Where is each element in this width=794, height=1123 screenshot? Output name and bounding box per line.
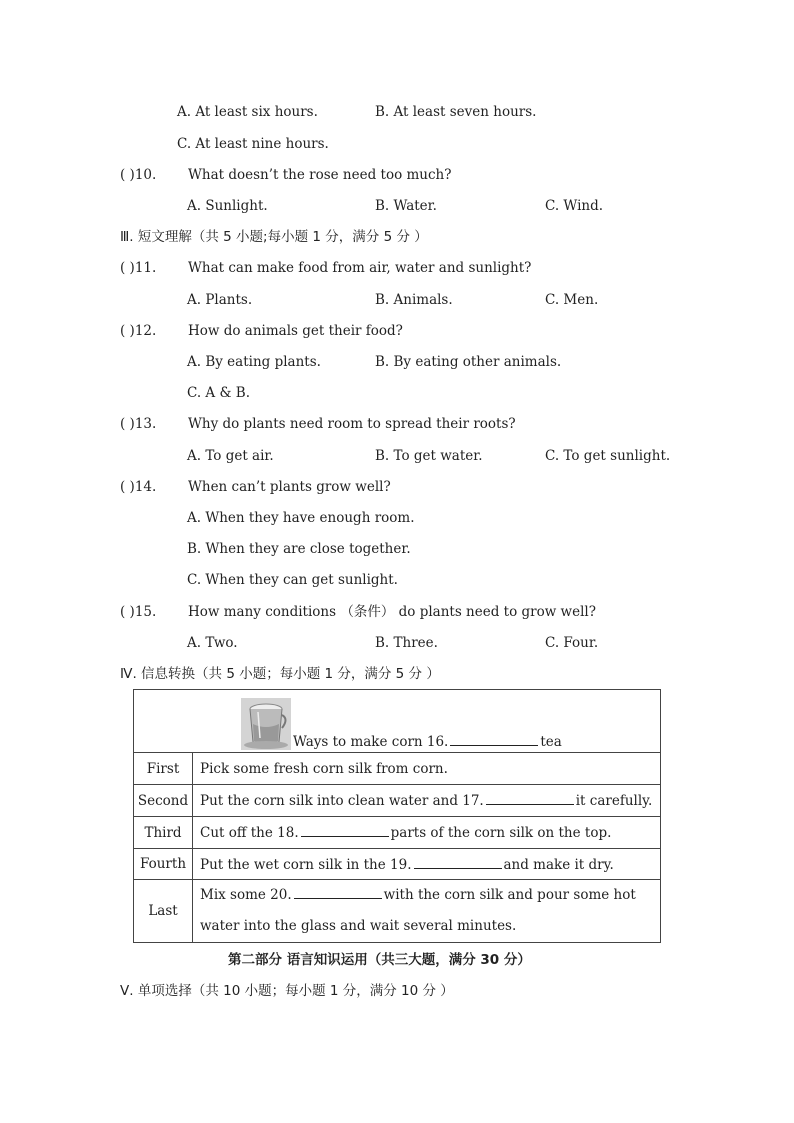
row-content	[193, 880, 661, 943]
q14-number: ( )14.	[120, 479, 157, 495]
row-label: Fourth	[134, 849, 193, 880]
section-5-heading: Ⅴ. 单项选择（共 10 小题；每小题 1 分，满分 10 分 ）	[120, 983, 454, 999]
q11-question: What can make food from air, water and sunlight?	[188, 260, 532, 276]
q10-question: What doesn’t the rose need too much?	[188, 167, 452, 183]
row-label: Last	[134, 880, 193, 943]
row-text-after: with the corn silk and pour some hot	[383, 887, 636, 903]
row-label: Second	[134, 785, 193, 817]
row-text-line2: water into the glass and wait several minutes.	[200, 918, 517, 934]
q15-number: ( )15.	[120, 604, 157, 620]
row-text-after: and make it dry.	[503, 856, 614, 873]
q12-option-b: B. By eating other animals.	[375, 354, 562, 370]
blank-16[interactable]	[450, 733, 538, 746]
q10-option-a: A. Sunlight.	[187, 198, 268, 214]
q14-question: When can’t plants grow well?	[188, 479, 391, 495]
q12-option-c: C. A & B.	[187, 385, 250, 401]
header-text-before: Ways to make corn 16.	[293, 734, 449, 750]
q12-question: How do animals get their food?	[188, 323, 403, 339]
blank-20[interactable]	[294, 886, 382, 899]
q13-option-a: A. To get air.	[187, 448, 274, 464]
row-content	[193, 849, 661, 880]
q11-option-a: A. Plants.	[187, 292, 253, 308]
section-4-heading: Ⅳ. 信息转换（共 5 小题；每小题 1 分，满分 5 分 ）	[120, 666, 440, 682]
q15-option-c: C. Four.	[545, 635, 599, 651]
q15-option-a: A. Two.	[187, 635, 238, 651]
row-text-before: Cut off the 18.	[200, 825, 299, 841]
q14-option-a: A. When they have enough room.	[187, 510, 415, 526]
q9-option-b: B. At least seven hours.	[375, 104, 537, 120]
table-row	[134, 817, 661, 849]
q12-number: ( )12.	[120, 323, 157, 339]
q15-option-b: B. Three.	[375, 635, 438, 651]
row-content	[193, 753, 661, 785]
q10-number: ( )10.	[120, 167, 157, 183]
row-text-before: Put the wet corn silk in the 19.	[200, 856, 412, 873]
q13-question: Why do plants need room to spread their roots?	[188, 416, 516, 432]
blank-19[interactable]	[414, 856, 502, 869]
row-text: Pick some fresh corn silk from corn.	[200, 760, 448, 777]
q12-option-a: A. By eating plants.	[187, 354, 321, 370]
table-header-cell	[134, 690, 661, 753]
q11-number: ( )11.	[120, 260, 157, 276]
q9-option-a: A. At least six hours.	[177, 104, 318, 120]
blank-18[interactable]	[301, 824, 389, 837]
table-row	[134, 849, 661, 880]
part-2-heading: 第二部分 语言知识运用（共三大题，满分 30 分）	[228, 952, 531, 968]
q13-option-c: C. To get sunlight.	[545, 448, 671, 464]
row-label: First	[134, 753, 193, 785]
table-header-row	[134, 690, 661, 753]
row-content	[193, 817, 661, 849]
header-text-after: tea	[540, 734, 562, 750]
q14-option-c: C. When they can get sunlight.	[187, 572, 398, 588]
q9-option-c: C. At least nine hours.	[177, 136, 329, 152]
blank-17[interactable]	[486, 792, 574, 805]
row-text-after: parts of the corn silk on the top.	[390, 825, 612, 841]
section-3-heading: Ⅲ. 短文理解（共 5 小题;每小题 1 分，满分 5 分 ）	[120, 229, 428, 245]
q11-option-c: C. Men.	[545, 292, 599, 308]
row-label: Third	[134, 817, 193, 849]
row-text-after: it carefully.	[575, 793, 653, 809]
q13-option-b: B. To get water.	[375, 448, 483, 464]
info-transfer-table	[133, 689, 661, 943]
table-row	[134, 785, 661, 817]
q13-number: ( )13.	[120, 416, 157, 432]
q10-option-c: C. Wind.	[545, 198, 604, 214]
q14-option-b: B. When they are close together.	[187, 541, 411, 557]
table-row	[134, 753, 661, 785]
row-text-before: Mix some 20.	[200, 887, 292, 903]
table-row	[134, 880, 661, 943]
corn-silk-tea-glass-photo	[241, 698, 291, 750]
q11-option-b: B. Animals.	[375, 292, 453, 308]
q10-option-b: B. Water.	[375, 198, 437, 214]
row-text-before: Put the corn silk into clean water and 17.	[200, 793, 484, 809]
q15-question: How many conditions （条件） do plants need to grow well?	[188, 604, 596, 620]
row-content	[193, 785, 661, 817]
